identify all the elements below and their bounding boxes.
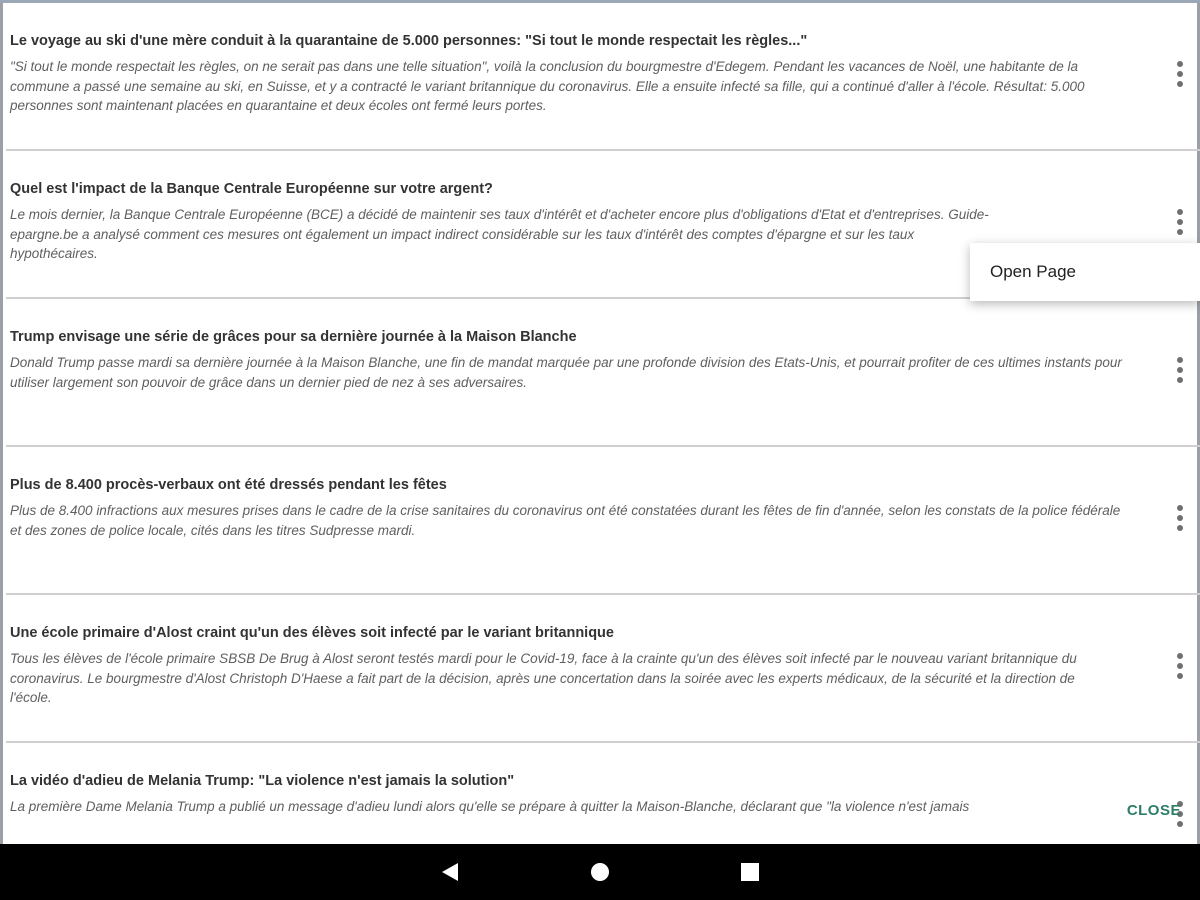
list-item[interactable] [6, 595, 1200, 743]
article-title: Trump envisage une série de grâces pour sa dernière journée à la Maison Blanche [10, 329, 577, 345]
close-button[interactable]: CLOSE [1126, 802, 1181, 819]
android-navigation-bar [0, 844, 1200, 900]
more-vertical-icon[interactable] [1170, 209, 1190, 241]
article-description: "Si tout le monde respectait les règles, on ne serait pas dans une telle situation", voilà la conclusion du bourgmestre d'Edegem. Pendant les vacances de Noël, une habitante de la commune a passé une semaine au ski, en Suisse, et y a contracté le variant britannique du coronavirus. Elle a ensuite infecté sa fille, qui a continué d'aller à l'école. Résultat: 5.000 personnes sont maintenant placées en quarantaine et deux écoles ont fermé leurs portes. [10, 59, 1085, 113]
article-description: Tous les élèves de l'école primaire SBSB De Brug à Alost seront testés mardi pour le Covid-19, face à la crainte qu'un des élèves soit infecté par le nouveau variant britannique du coronavirus. Le bourgmestre d'Alost Christoph D'Haese a fait part de la décision, après une concertation dans la soirée avec les experts médicaux, de la sécurité et la direction de l'école. [10, 651, 1077, 705]
list-item[interactable] [6, 447, 1200, 595]
article-title: La vidéo d'adieu de Melania Trump: "La violence n'est jamais la solution" [10, 773, 515, 789]
more-vertical-icon[interactable] [1170, 61, 1190, 93]
article-title: Une école primaire d'Alost craint qu'un des élèves soit infecté par le variant britannique [10, 625, 614, 641]
home-circle-icon[interactable] [572, 844, 628, 900]
article-description: La première Dame Melania Trump a publié un message d'adieu lundi alors qu'elle se prépare à quitter la Maison-Blanche, déclarant que "la violence n'est jamais [10, 799, 970, 814]
article-description: Le mois dernier, la Banque Centrale Européenne (BCE) a décidé de maintenir ses taux d'intérêt et d'acheter encore plus d'obligations d'Etat et d'entreprises. Guide-epargne.be a analysé comment ces mesures ont également un impact indirect considérable sur les taux d'intérêt des comptes d'épargne et sur les taux hypothécaires. [10, 207, 989, 261]
overflow-popup-menu [970, 243, 1200, 301]
article-description: Donald Trump passe mardi sa dernière journée à la Maison Blanche, une fin de mandat marquée par une profonde division des Etats-Unis, et pourrait profiter de ces ultimes instants pour utiliser largement son pouvoir de grâce dans un dernier pied de nez à ses adversaires. [10, 355, 1122, 390]
news-dialog [0, 3, 1200, 844]
article-description: Plus de 8.400 infractions aux mesures prises dans le cadre de la crise sanitaires du coronavirus ont été constatées durant les fêtes de fin d'année, selon les constats de la police fédérale et des zones de police locale, cités dans les titres Sudpresse mardi. [10, 503, 1121, 538]
back-triangle-icon[interactable] [422, 844, 478, 900]
more-vertical-icon[interactable] [1170, 653, 1190, 685]
more-vertical-icon[interactable] [1170, 505, 1190, 537]
more-vertical-icon[interactable] [1170, 357, 1190, 389]
list-item[interactable] [6, 3, 1200, 151]
open-page-menu-item[interactable]: Open Page [990, 262, 1077, 281]
list-item[interactable] [6, 299, 1200, 447]
article-title: Plus de 8.400 procès-verbaux ont été dressés pendant les fêtes [10, 477, 447, 493]
recent-apps-square-icon[interactable] [722, 844, 778, 900]
article-title: Quel est l'impact de la Banque Centrale Européenne sur votre argent? [10, 181, 493, 197]
article-title: Le voyage au ski d'une mère conduit à la quarantaine de 5.000 personnes: "Si tout le monde respectait les règles..." [10, 33, 808, 49]
